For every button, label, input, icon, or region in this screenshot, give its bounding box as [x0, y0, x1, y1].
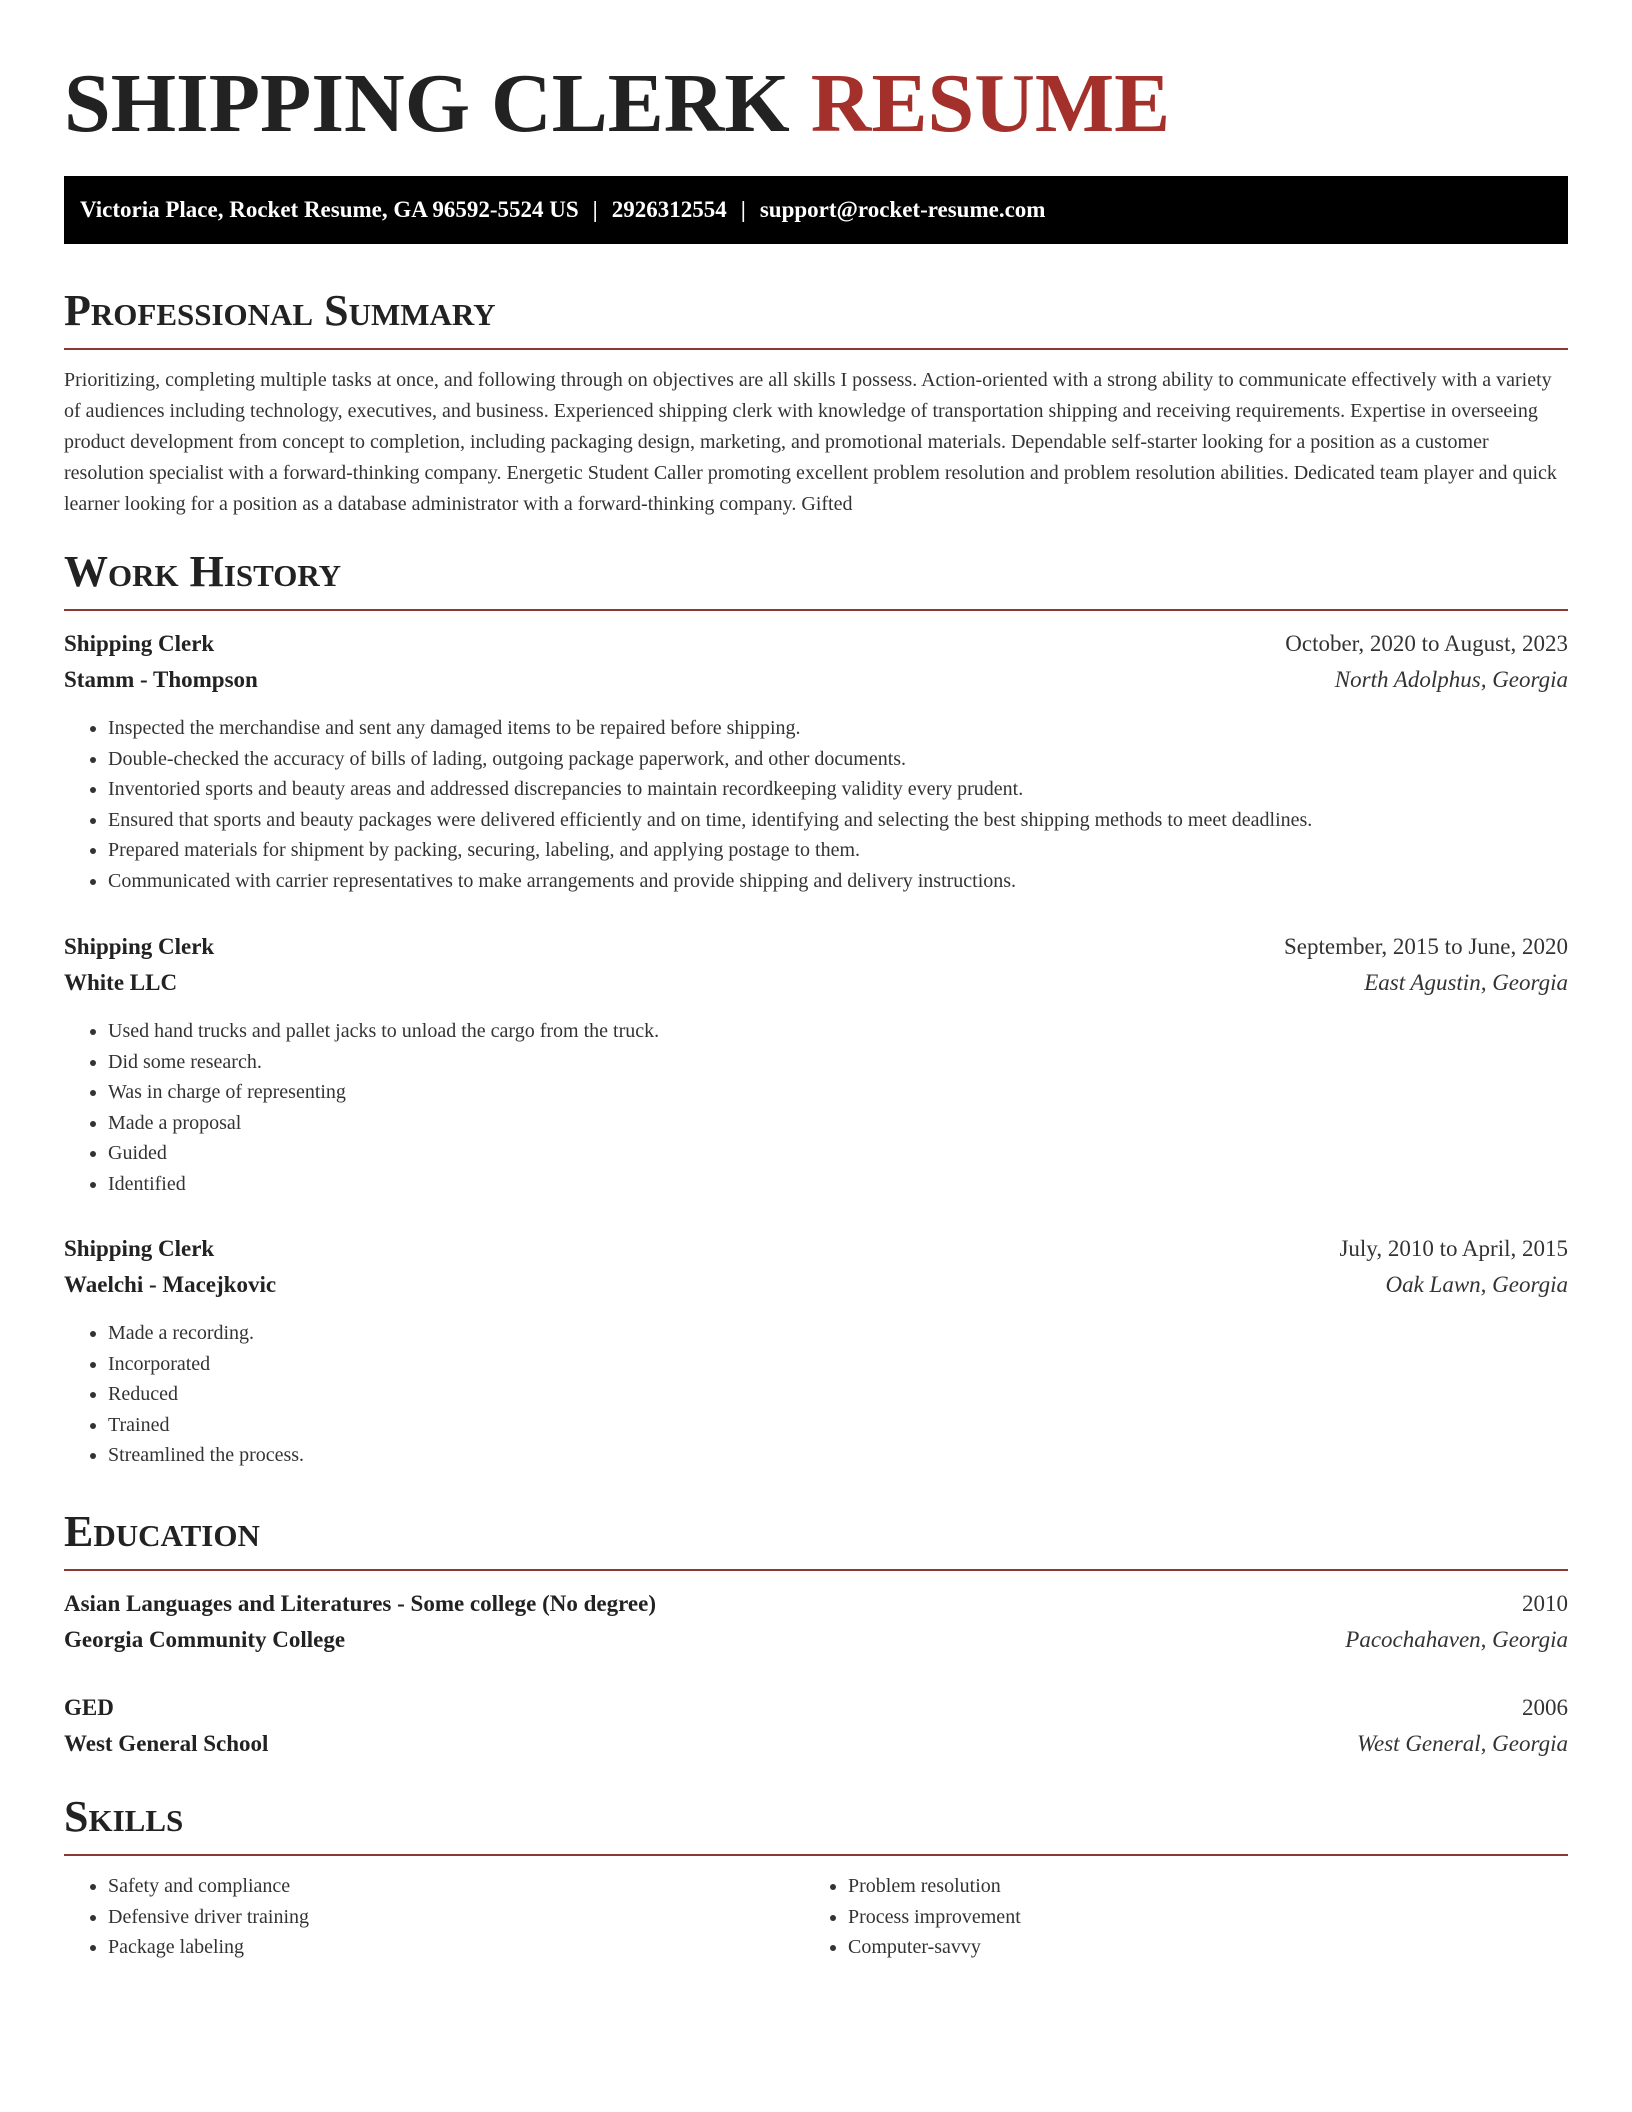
job-dates: October, 2020 to August, 2023 — [1285, 631, 1568, 656]
section-title-summary: Professional Summary — [64, 286, 496, 335]
job-header-row — [64, 626, 1568, 662]
education-location: Pacochahaven, Georgia — [1345, 1627, 1568, 1652]
skill-item: • Defensive driver training — [108, 1902, 309, 1933]
skill-item: • Safety and compliance — [108, 1871, 309, 1902]
section-divider — [64, 1569, 1568, 1571]
list-item: • Prepared materials for shipment by packing, securing, labeling, and applying postage to them. — [108, 835, 1312, 866]
section-title-work-history: Work History — [64, 547, 342, 596]
skill-item: • Problem resolution — [848, 1871, 1021, 1902]
summary-text: Prioritizing, completing multiple tasks at once, and following through on objectives are all skills I possess. Action-oriented with a strong ability to communicate effectively with a variety of audiences including technology, executives, and business. Experienced shipping clerk with knowledge of transportation shipping and receiving requirements. Expertise in overseeing product development from concept to completion, including packaging design, marketing, and promotional materials. Dependable self-starter looking for a position as a customer resolution specialist with a forward-thinking company. Energetic Student Caller promoting excellent problem resolution and problem resolution abilities. Dedicated team player and quick learner looking for a position as a database administrator with a forward-thinking company. Gifted — [64, 369, 1557, 515]
list-item: • Incorporated — [108, 1349, 304, 1380]
skills-list-right — [804, 1871, 1021, 1963]
section-title-skills: Skills — [64, 1792, 184, 1841]
list-item: • Communicated with carrier representatives to make arrangements and provide shipping and delivery instructions. — [108, 866, 1312, 897]
job-bullets — [64, 1016, 659, 1200]
education-school: Georgia Community College — [64, 1627, 346, 1652]
job-header-row — [64, 929, 1568, 965]
job-header-row — [64, 1231, 1568, 1267]
job-location: North Adolphus, Georgia — [1334, 667, 1568, 692]
education-school-row — [64, 1622, 1568, 1658]
job-location: East Agustin, Georgia — [1364, 970, 1568, 995]
job-location: Oak Lawn, Georgia — [1385, 1272, 1568, 1297]
list-item: • Inventoried sports and beauty areas and addressed discrepancies to maintain recordkeeping validity every prudent. — [108, 774, 1312, 805]
contact-bar — [64, 176, 1568, 244]
list-item: • Did some research. — [108, 1047, 659, 1078]
job-title: Shipping Clerk — [64, 631, 215, 656]
skill-item: • Computer-savvy — [848, 1932, 1021, 1963]
list-item: • Reduced — [108, 1379, 304, 1410]
list-item: • Identified — [108, 1169, 659, 1200]
job-company-row — [64, 662, 1568, 698]
job-dates: September, 2015 to June, 2020 — [1284, 934, 1568, 959]
job-company: White LLC — [64, 970, 178, 995]
education-location: West General, Georgia — [1356, 1731, 1568, 1756]
list-item: • Made a recording. — [108, 1318, 304, 1349]
education-degree: Asian Languages and Literatures - Some college (No degree) — [64, 1591, 656, 1616]
contact-address: Victoria Place, Rocket Resume, GA 96592-5524 US — [80, 197, 579, 222]
section-title-education: Education — [64, 1507, 260, 1556]
list-item: • Used hand trucks and pallet jacks to unload the cargo from the truck. — [108, 1016, 659, 1047]
job-bullets — [64, 1318, 304, 1471]
list-item: • Was in charge of representing — [108, 1077, 659, 1108]
contact-separator: | — [592, 197, 598, 222]
skill-item: • Package labeling — [108, 1932, 309, 1963]
list-item: • Streamlined the process. — [108, 1440, 304, 1471]
job-company-row — [64, 965, 1568, 1001]
education-school-row — [64, 1726, 1568, 1762]
education-header-row — [64, 1690, 1568, 1726]
list-item: • Trained — [108, 1410, 304, 1441]
skill-item: • Process improvement — [848, 1902, 1021, 1933]
skills-list-left — [64, 1871, 309, 1963]
list-item: • Inspected the merchandise and sent any damaged items to be repaired before shipping. — [108, 713, 1312, 744]
title-accent: RESUME — [810, 57, 1171, 150]
contact-separator: | — [740, 197, 746, 222]
list-item: • Double-checked the accuracy of bills of lading, outgoing package paperwork, and other documents. — [108, 744, 1312, 775]
resume-title — [64, 56, 1170, 152]
title-main: SHIPPING CLERK — [64, 57, 790, 150]
job-company-row — [64, 1267, 1568, 1303]
section-divider — [64, 348, 1568, 350]
list-item: • Ensured that sports and beauty packages were delivered efficiently and on time, identifying and selecting the best shipping methods to meet deadlines. — [108, 805, 1312, 836]
contact-phone: 2926312554 — [611, 197, 727, 222]
contact-email[interactable]: support@rocket-resume.com — [759, 197, 1046, 222]
education-header-row — [64, 1586, 1568, 1622]
section-divider — [64, 1854, 1568, 1856]
section-divider — [64, 609, 1568, 611]
job-bullets — [64, 713, 1312, 897]
education-year: 2006 — [1522, 1695, 1568, 1720]
list-item: • Made a proposal — [108, 1108, 659, 1139]
education-degree: GED — [64, 1695, 114, 1720]
job-title: Shipping Clerk — [64, 934, 215, 959]
education-year: 2010 — [1522, 1591, 1568, 1616]
job-company: Waelchi - Macejkovic — [64, 1272, 277, 1297]
job-dates: July, 2010 to April, 2015 — [1339, 1236, 1568, 1261]
list-item: • Guided — [108, 1138, 659, 1169]
job-title: Shipping Clerk — [64, 1236, 215, 1261]
job-company: Stamm - Thompson — [64, 667, 258, 692]
education-school: West General School — [64, 1731, 269, 1756]
